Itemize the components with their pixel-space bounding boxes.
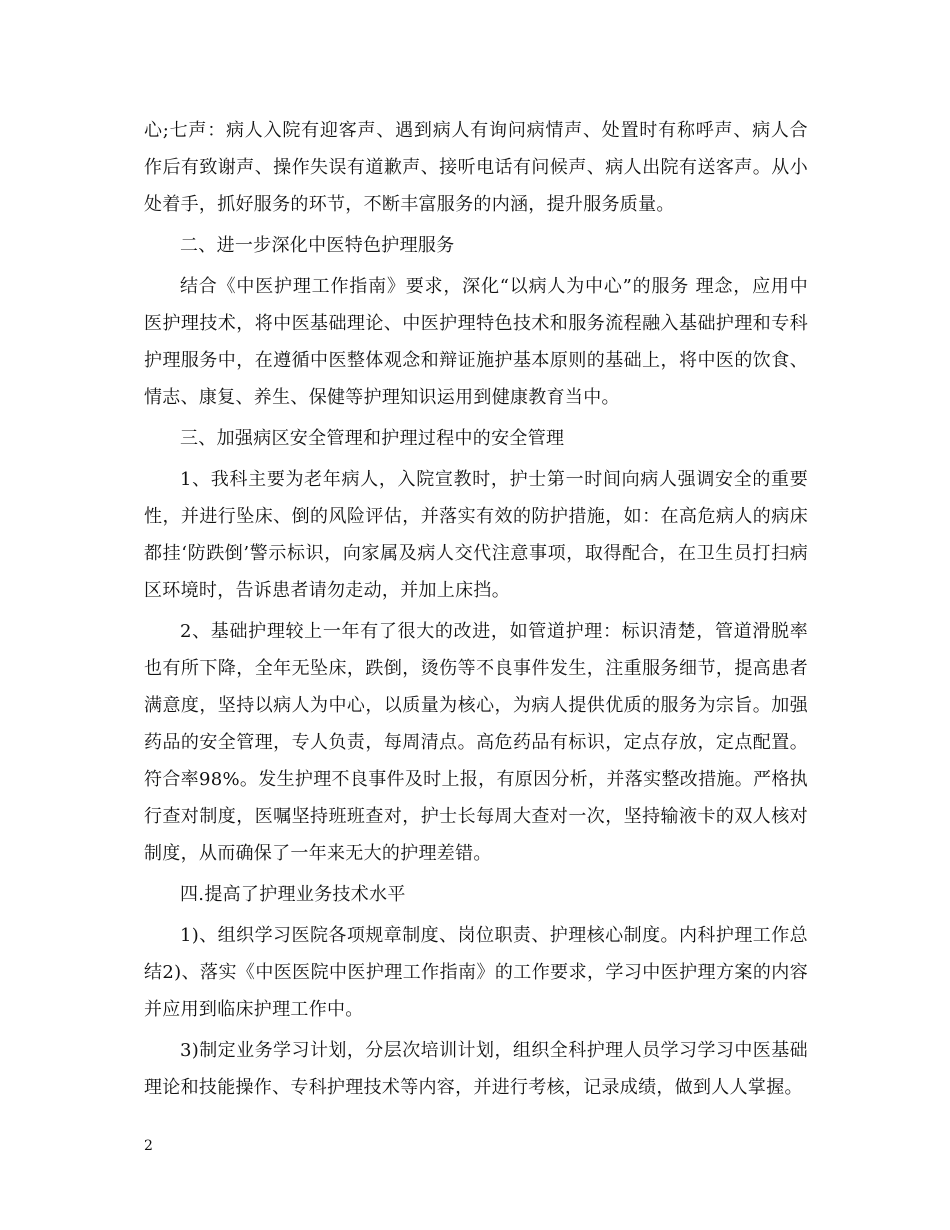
page-number: 2 <box>144 1138 153 1154</box>
paragraph-service-voices: 心;七声：病人入院有迎客声、遇到病人有询问病情声、处置时有称呼声、病人合作后有致谢声、操作失误有道歉声、接听电话有问候声、病人出院有送客声。从小处着手，抓好服务的环节，不断丰富服务的内涵，提升服务质量。 <box>144 120 808 215</box>
heading-ward-safety-management: 三、加强病区安全管理和护理过程中的安全管理 <box>180 428 565 449</box>
document-body <box>144 112 808 1110</box>
paragraph-training-plan: 3)制定业务学习计划，分层次培训计划，组织全科护理人员学习学习中医基础理论和技能操作、专科护理技术等内容，并进行考核，记录成绩，做到人人掌握。 <box>144 1040 808 1098</box>
heading-tcm-nursing-service: 二、进一步深化中医特色护理服务 <box>180 235 455 256</box>
paragraph-fall-prevention: 1、我科主要为老年病人，入院宣教时，护士第一时间向病人强调安全的重要性，并进行坠床、倒的风险评估，并落实有效的防护措施，如：在高危病人的病床都挂‘防跌倒’警示标识，向家属及病人交代注意事项，取得配合，在卫生员打扫病区环境时，告诉患者请勿走动，并加上床挡。 <box>144 469 808 601</box>
paragraph-basic-nursing-improvement: 2、基础护理较上一年有了很大的改进，如管道护理：标识清楚，管道滑脱率也有所下降，全年无坠床，跌倒，烫伤等不良事件发生，注重服务细节，提高患者满意度，坚持以病人为中心，以质量为核心，为病人提供优质的服务为宗旨。加强药品的安全管理，专人负责，每周清点。高危药品有标识，定点存放，定点配置。符合率98%。发生护理不良事件及时上报，有原因分析，并落实整改措施。严格执行查对制度，医嘱坚持班班查对，护士长每周大查对一次，坚持输液卡的双人核对制度，从而确保了一年来无大的护理差错。 <box>144 621 808 864</box>
paragraph-tcm-nursing-guide: 结合《中医护理工作指南》要求，深化“以病人为中心”的服务 理念，应用中医护理技术，将中医基础理论、中医护理特色技术和服务流程融入基础护理和专科护理服务中，在遵循中医整体观念和辩证施护基本原则的基础上，将中医的饮食、情志、康复、养生、保健等护理知识运用到健康教育当中。 <box>144 276 808 408</box>
heading-nursing-skill-level: 四.提高了护理业务技术水平 <box>180 884 406 905</box>
paragraph-study-regulations: 1)、组织学习医院各项规章制度、岗位职责、护理核心制度。内科护理工作总结2)、落实《中医医院中医护理工作指南》的工作要求，学习中医护理方案的内容并应用到临床护理工作中。 <box>144 925 808 1020</box>
